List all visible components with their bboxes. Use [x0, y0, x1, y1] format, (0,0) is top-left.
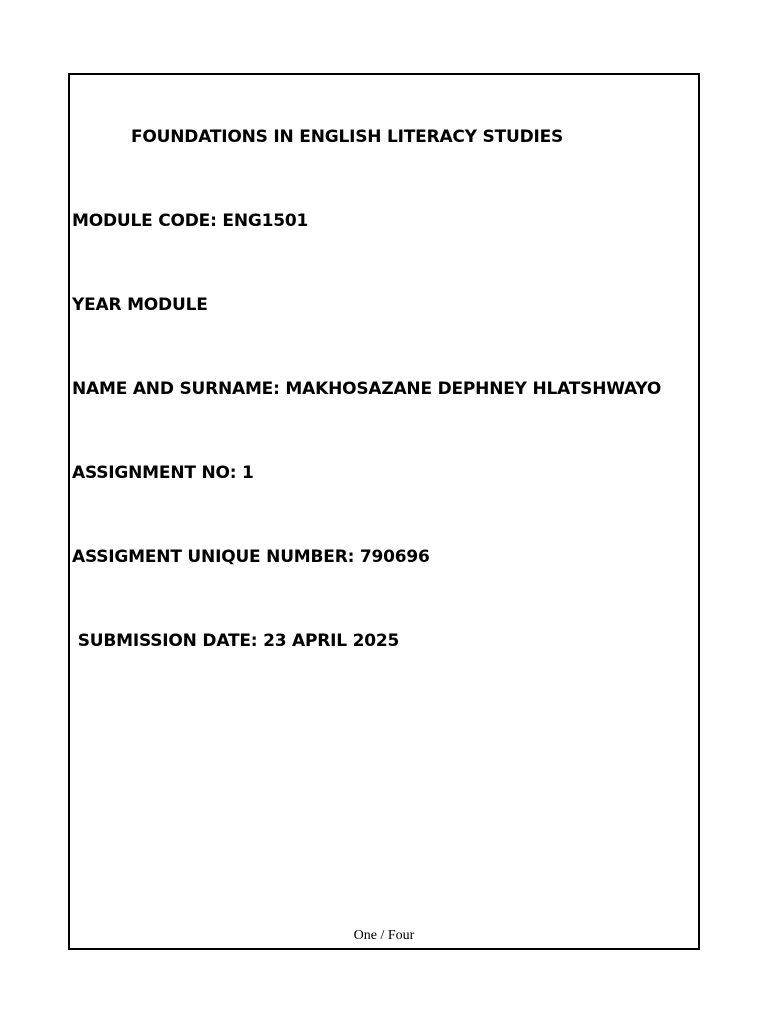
submission-date: SUBMISSION DATE: 23 APRIL 2025: [72, 631, 400, 651]
page-border-frame: [68, 73, 700, 950]
document-title: FOUNDATIONS IN ENGLISH LITERACY STUDIES: [131, 127, 564, 147]
name-and-surname: NAME AND SURNAME: MAKHOSAZANE DEPHNEY HLATSHWAYO: [72, 379, 662, 399]
assignment-unique-number: ASSIGMENT UNIQUE NUMBER: 790696: [72, 547, 430, 567]
assignment-number: ASSIGNMENT NO: 1: [72, 463, 254, 483]
module-type: YEAR MODULE: [72, 295, 208, 315]
module-code: MODULE CODE: ENG1501: [72, 211, 309, 231]
page-number-footer: One / Four: [353, 928, 415, 943]
